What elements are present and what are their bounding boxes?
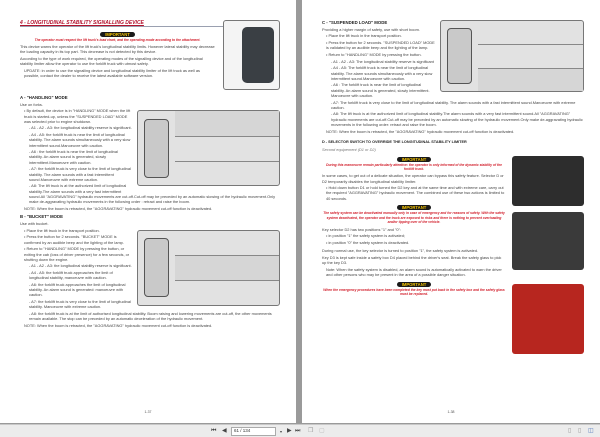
safety-box-photo [512,284,584,354]
use-text: Use on forks. [20,101,43,107]
important-note: The safety system can be deactivated manually only in case of emergency and for reasons of safety. With the safety system deactivated, the operator and the truck are exposed to risks and there is nothing to prevent overloading and/or tipping over of the vehicle. [323,211,505,225]
heading-suspended-load: C - "SUSPENDED LOAD" MODE [322,20,388,25]
heading-bucket-mode: B - "BUCKET" MODE [20,214,63,220]
list-item: • Press the button for 2 seconds. "SUSPENDED LOAD" MODE is validated by an audible beep and the lighting of the lamp. [326,40,435,51]
left-page-content [0,0,296,407]
list-item: - A4 - A5: The forklift truck is near the limit of longitudinal stability. The alarm sounds simultaneously with a very slow intermittent sound.Manoeuvre with caution. [331,65,433,81]
important-badge: IMPORTANT [397,157,432,162]
bucket-note: NOTE: When the boom is retracted, the "AGGRAVATING" hydraulic movement cut-off function is deactivated. [24,323,213,328]
left-page [0,0,296,423]
heading-handling-mode: A - "HANDLING" MODE [20,95,68,100]
continuous-view-icon[interactable]: ▯ [578,428,582,434]
photo-column [512,156,584,354]
d-note: Note: When the safety system is disabled, an alarm sound is automatically activated to warn the driver and other persons who may be present in the area of a possible danger situation. [326,266,502,278]
right-page-content [302,0,600,407]
right-page [302,0,600,423]
handling-default: • By default, the device is in "HANDLING" MODE when the lift truck is started-up, unless the "SUSPENDED LOAD" MODE was selected prior to engine shutdown. [24,108,131,124]
list-item: • Place the lift truck in the transport position. [326,33,402,39]
previous-page-button[interactable]: ◀ [222,428,227,434]
c-note: NOTE: When the boom is retracted, the "AGGRAVATING" hydraulic movement cut-off function is deactivated. [326,128,515,134]
d-paragraph: In some cases, to get out of a delicate situation, the operator can bypass this safety feature. Selector D or D2 temporarily disables the longitudinal stability limiter. [322,173,504,184]
c-intro: Providing a higher margin of safety, use with short boom. [322,26,420,32]
first-page-button[interactable]: ⏮ [211,428,217,434]
list-item: - A6: the forklift truck approaches the limit of longitudinal stability. An alarm sound is generated: manoeuvre with caution. [29,282,126,298]
bucket-mode-figure [137,230,280,306]
important-note: During this manoeuvre remain particularly attentive: the operator is only informed of the dynamic stability of the forklift truck. [326,162,502,171]
signalling-device-image [223,20,280,90]
page-dropdown-icon[interactable]: ▾ [280,429,283,434]
list-item: - A8: The lift truck is at the authorized limit of longitudinal stability.The alarm sounds with a very fast intermittent sound.All "AGGRAVATING" hydraulic movements are cut-off.Cut-off may be preceded by an automatic slowing of the hydraulic movement.Only make de-aggravating hydraulic movements in the following order : retract and raise the boom. [29,183,276,205]
viewer-toolbar [0,424,600,437]
important-badge: IMPORTANT [100,32,135,37]
two-page-view-icon[interactable]: ◫ [588,428,594,434]
list-item: - A7: The forklift truck is very close to the limit of longitudinal stability. The alarm sounds with a fast intermittent sound.Manoeuvre with extreme caution. [331,99,576,110]
intro-paragraph-2: According to the type of work required, the operating modes of the signalling device and of the longitudinal stability limiter allow the operator to use the forklift truck with utmost safety. [20,55,203,67]
handling-note: NOTE: When the boom is retracted, the "AGGRAVATING" hydraulic movement cut-off function is deactivated. [24,205,213,211]
list-item: • Return to "HANDLING" MODE by pressing the button. [326,51,422,57]
section-title: 4 - LONGITUDINAL STABILITY SIGNALLING DEVICE [20,20,280,27]
important-badge: IMPORTANT [397,282,432,287]
d-paragraph: Key selector D2 has two positions "1" and "0": [322,226,402,232]
copy-icon[interactable]: ❐ [308,428,314,434]
last-page-button[interactable]: ⏭ [295,428,301,434]
d-paragraph: During normal use, the key selector is turned to position "1", the safety system is activated. [322,248,479,254]
list-item: - A4 - A5: the forklift truck is near the limit of longitudinal stability. The alarm sounds simultaneously with a very slow intermittent sound.Manoeuvre with caution. [29,132,131,148]
update-note: UPDATE: in order to use the signalling device and longitudinal stability limiter of the lift truck as well as possible, contact the dealer to receive the latest available software version. [24,67,200,78]
list-item: - A6 : the forklift truck is near the limit of longitudinal stability. An alarm sound is generated, slowly intermittent.Manoeuvre with caution. [29,149,118,165]
list-item: - A4 - A5: the forklift truck approaches the limit of longitudinal stability, manoeuvre with caution. [29,270,113,281]
switch-panel-photo [512,212,584,270]
list-item: - A1 - A2 - A3: the longitudinal stability reserve is significant. [29,125,132,131]
important-badge: IMPORTANT [397,205,432,210]
d-paragraph: Key D3 is kept safe inside a safety box D4 placed behind the driver's seat. Break the safety glass to pick up the key D3. [322,254,502,266]
list-item: - A8: the forklift truck is at the limit of authorised longitudinal stability. Boom raising and lowering movements are cut-off, the other movements remain available. The stop can be preceded by an automatic deceleration of the hydraulic movement. [29,311,272,322]
d-subtitle: Second equipement (D1 or D2) [322,146,376,152]
list-item: - A6 : The forklift truck is near the limit of longitudinal stability. An alarm sound is generated, slowly intermittent. Manoeuvre with caution. [331,82,430,98]
list-item: - A8: The lift truck is at the authorized limit of longitudinal stability.The alarm sounds with a very fast intermittent sound.All "AGGRAVATING" hydraulic movements are cut-off.Cut-off may be preceded by an automatic slowing of the hydraulic movement.Only make de-aggravating hydraulic movements in the following order: retract and raise the boom. [331,111,583,127]
list-item: • Press the button for 2 seconds. "BUCKET" MODE is confirmed by an audible beep and the lighting of the lamp. [24,234,124,245]
intro-paragraph: This device warns the operator of the lift truck's longitudinal stability limits. However lateral stability may decrease the loading capacity in its top part. This decrease is not detected by this device. [20,43,215,55]
fit-page-icon[interactable]: ▢ [319,428,325,434]
page-number: 1-38 [447,410,455,414]
list-item: - A1 - A2 - A3: the longitudinal stability reserve is significant. [29,263,132,269]
list-item: - A7: the forklift truck is very close to the limit of longitudinal stability. Manoeuvre with extreme caution. [29,299,131,310]
d-paragraph: • Hold down button D1 or hold turned the D2 key and at the same time and with extreme care, carry out the required "AGGRAVATING" hydraulic movement. The combined use of these two actions is limited to 40 seconds. [326,185,505,201]
heading-selector-switch: D - SELECTOR SWITCH TO OVERRIDE THE LONGITUDINAL STABILITY LIMITER [322,140,467,145]
handling-mode-figure [137,110,280,186]
list-item: - A1 - A2 - A3: The longitudinal stability reserve is significant [331,58,434,64]
list-item: • in position "0" the safety system is deactivated. [326,240,410,245]
single-page-view-icon[interactable]: ▯ [568,428,572,434]
suspended-load-figure [440,20,584,92]
use-text: Use with bucket. [20,221,49,227]
page-number-input[interactable]: 61 / 134 [231,427,276,436]
list-item: • Return to "HANDLING" MODE by pressing the button, or exiting the cab (loss of driver presence) for a few seconds, or shutting down the engine. [24,246,130,262]
list-item: - A7: the forklift truck is very close to the limit of longitudinal stability. The alarm sounds with a fast intermittent sound.Manoeuvre with extreme caution. [29,166,131,182]
list-item: • Place the lift truck in the transport position. [24,227,100,233]
important-note: When the emergency procedures have been completed the key must put back in the safety box and the safety glass must be replaced. [323,287,505,297]
page-number: 1-37 [144,410,152,414]
next-page-button[interactable]: ▶ [287,428,292,434]
important-note: The operator must respect the lift truck's load chart, and the operating mode according to the attachment. [34,37,201,42]
list-item: • in position "1" the safety system is activated; [326,233,405,239]
selector-photo [512,156,584,206]
